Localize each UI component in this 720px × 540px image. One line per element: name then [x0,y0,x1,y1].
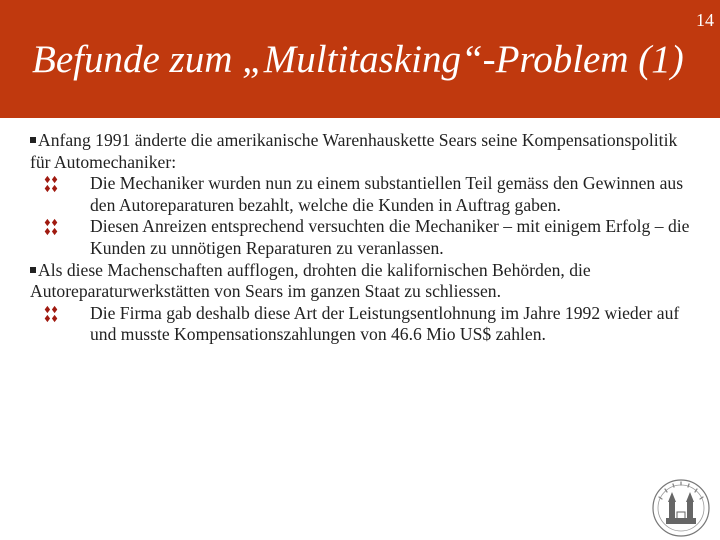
sub-bullet-item [30,303,690,346]
slide-title: Befunde zum „Multitasking“-Problem (1) [32,38,684,81]
slide-number: 14 [696,10,714,30]
sub-bullet-item [30,216,690,259]
sub-bullet-text: Diesen Anreizen entsprechend versuchten die Mechaniker – mit einigem Erfolg – die Kunden zu unnötigen Reparaturen zu veranlassen. [90,216,690,258]
slide-body [30,130,690,346]
bullet-paragraph [30,130,690,173]
sub-bullet-item [30,173,690,216]
paragraph-text: Als diese Machenschaften aufflogen, drohten die kalifornischen Behörden, die Autoreparaturwerkstätten von Sears im ganzen Staat zu schliessen. [30,259,591,302]
square-bullet-icon [30,267,36,273]
diamond-bullet-icon [42,218,60,236]
sub-bullet-text: Die Mechaniker wurden nun zu einem substantiellen Teil gemäss den Gewinnen aus den Autoreparaturen bezahlt, welche die Kunden in Auftrag gaben. [90,173,684,215]
square-bullet-icon [30,137,36,143]
diamond-bullet-icon [42,305,60,323]
bullet-paragraph [30,260,690,303]
paragraph-text: Anfang 1991 änderte die amerikanische Warenhauskette Sears seine Kompensationspolitik für Automechaniker: [30,130,678,172]
university-seal-icon [651,478,711,538]
diamond-bullet-icon [42,175,60,193]
sub-bullet-text: Die Firma gab deshalb diese Art der Leistungsentlohnung im Jahre 1992 wieder auf und musste Kompensationszahlungen von 46.6 Mio US$ zahlen. [90,302,680,345]
title-banner [0,0,720,118]
